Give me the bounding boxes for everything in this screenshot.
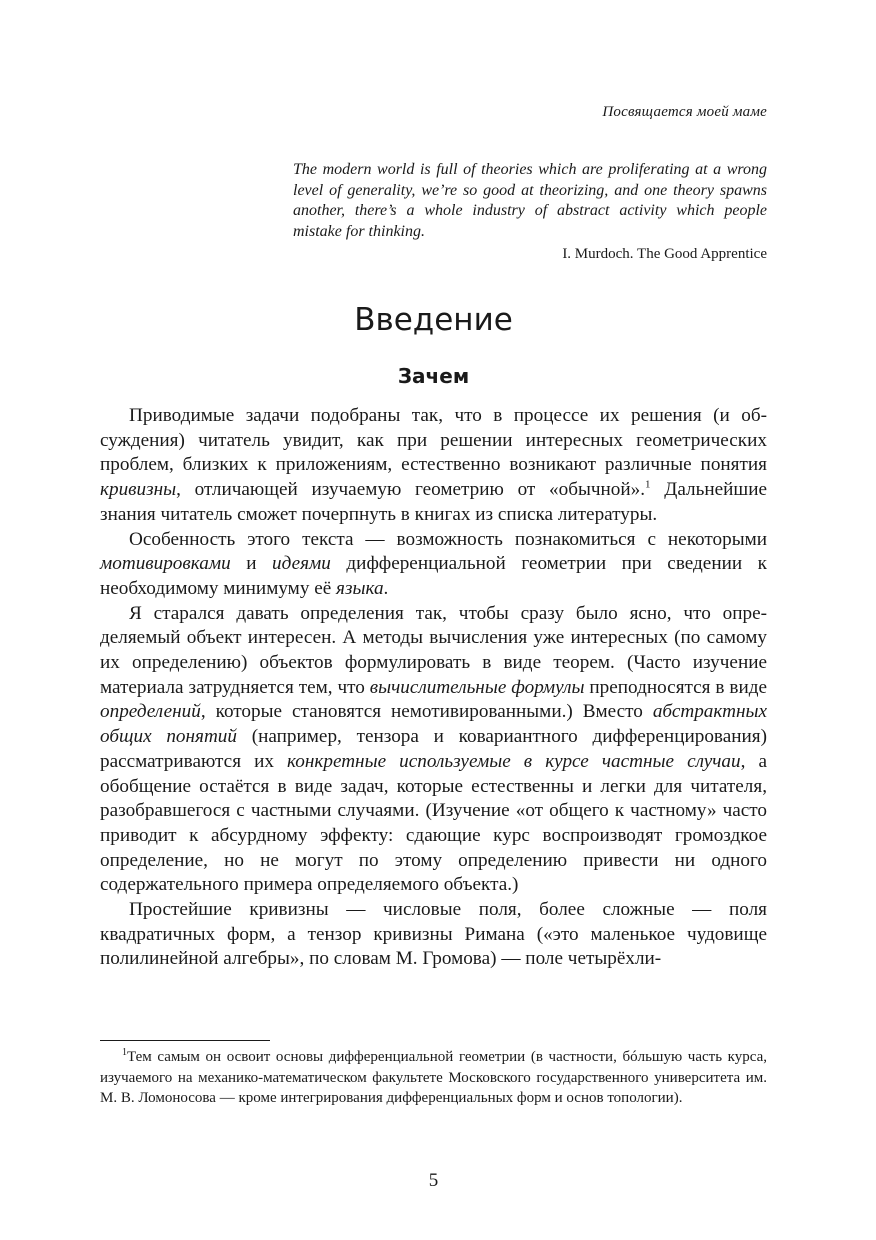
emphasis-term: идеями [272, 553, 331, 575]
text-run: Простейшие кривизны — числовые поля, более сложные — поля квадратичных форм, а тензор кривизны Римана («это маленькое чудовище полилинейной алгебры», по словам М. Громова) — поле четырёхли- [100, 899, 767, 970]
footnote-text: Тем самым он освоит основы дифференциальной геометрии (в частности, бóльшую часть курса, изучаемого на механико-математическом факультете Московского государственного университета им. М. В. Ломоносова — кроме интегрирования дифференциальных форм и основ топологии). [100, 1049, 767, 1106]
emphasis-term: определений [100, 701, 201, 723]
dedication: Посвящается моей маме [602, 104, 767, 120]
chapter-title: Введение [354, 302, 513, 338]
paragraph-3 [100, 602, 767, 898]
text-run: , отличающей изучаемую геометрию от «обычной». [176, 479, 646, 501]
footnote-marker[interactable]: 1 [645, 478, 651, 491]
page-number: 5 [428, 1170, 439, 1191]
text-run: Я старался давать определения так, чтобы сразу было ясно, что определяемый объект интересен. А методы вычисления уже интересных (по самому их определению) объектов формулировать в виде теорем. (Часто изучение материала затрудняется тем, что [100, 602, 767, 698]
paragraph-1 [100, 404, 767, 528]
epigraph-source: I. Murdoch. The Good Apprentice [562, 246, 767, 262]
emphasis-term: мотивировками [100, 553, 231, 575]
text-run: дифференциальной геометрии при сведении к необходимому минимуму её [100, 553, 767, 599]
text-run: , которые становятся немотивированными.) Вместо [200, 701, 653, 723]
section-title: Зачем [397, 364, 470, 388]
book-page [100, 0, 767, 1240]
text-run: Особенность этого текста — возможность познакомиться с некоторыми [129, 528, 767, 550]
body-text [100, 404, 767, 972]
text-run: (например, тензора и ковариантного дифференцирования) рассматриваются их [100, 726, 767, 772]
text-run: и [230, 553, 273, 575]
emphasis-term: конкретные используемые в курсе частные случаи [287, 750, 741, 772]
emphasis-term: языка [336, 577, 384, 599]
text-run: Дальнейшие знания читатель сможет почерпнуть в книгах из списка литературы. [100, 479, 767, 525]
paragraph-2 [100, 528, 767, 602]
epigraph-quote: The modern world is full of theories which are proliferating at a wrong level of generality, we’re so good at theorizing, and one theory spawns another, there’s a whole industry of abstract activity which people mistake for thinking. [293, 161, 767, 240]
emphasis-term: кривизны [100, 479, 177, 501]
text-run: Приводимые задачи подобраны так, что в процессе их решения (и обсуждения) читатель увидит, как при решении интересных геометрических проблем, близких к приложениям, естественно возникают различные понятия [100, 405, 767, 476]
emphasis-term: вычислительные формулы [369, 676, 585, 698]
paragraph-4 [100, 898, 767, 972]
text-run: , а обобщение остаётся в виде задач, которые естественны и легки для читателя, разобравшегося с частными случаями. (Изучение «от общего к частному» часто приводит к абсурдному эффекту: сдающие курс воспроизводят громоздкое определение, но не могут по этому определению привести ни одного содержательного примера определяемого объекта.) [100, 750, 767, 896]
footnote-divider [100, 1040, 270, 1041]
footnote [100, 1043, 767, 1109]
text-run: преподносятся в виде [584, 676, 767, 698]
emphasis-term: абстрактных общих понятий [100, 701, 767, 748]
footnote-number: 1 [122, 1047, 127, 1058]
text-run: . [383, 577, 389, 599]
